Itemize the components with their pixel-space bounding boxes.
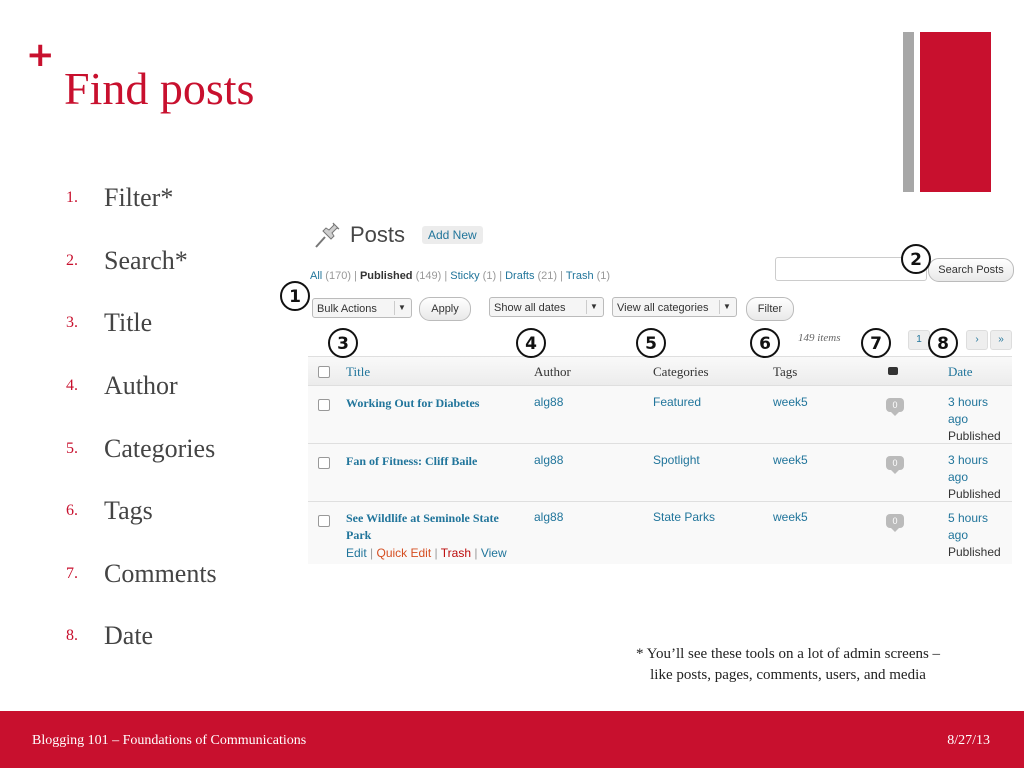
date-ago: 5 hours <box>948 511 989 525</box>
decorative-gray-bar <box>903 32 914 192</box>
callout-1: 1 <box>280 281 310 311</box>
post-tag-link[interactable]: week5 <box>773 453 808 467</box>
table-header <box>308 357 1012 386</box>
row-checkbox[interactable] <box>318 515 330 527</box>
select-all-checkbox[interactable] <box>318 366 330 378</box>
list-text: Date <box>104 621 154 651</box>
status-all-count: (170) <box>325 270 351 282</box>
post-status: Published <box>948 545 1001 559</box>
column-tags: Tags <box>773 364 798 379</box>
post-tag-link[interactable]: week5 <box>773 395 808 409</box>
page-number[interactable]: 1 <box>908 330 930 350</box>
comment-count-bubble[interactable]: 0 <box>886 456 904 470</box>
categories-label: View all categories <box>617 302 709 314</box>
post-author-link[interactable]: alg88 <box>534 510 564 524</box>
status-drafts-count: (21) <box>537 270 558 282</box>
post-status: Published <box>948 487 1001 501</box>
list-item <box>66 480 217 543</box>
footnote-line-1: * You’ll see these tools on a lot of admin screens – <box>635 646 941 662</box>
status-trash-count: (1) <box>596 270 611 282</box>
column-title[interactable]: Title <box>346 364 371 379</box>
list-item <box>66 292 217 355</box>
add-new-button[interactable]: Add New <box>422 226 483 244</box>
post-date <box>948 510 1001 561</box>
date-ago-suffix: ago <box>948 528 969 542</box>
list-number: 8. <box>66 627 78 645</box>
footer-bar <box>0 711 1024 768</box>
post-tag-link[interactable]: week5 <box>773 510 808 524</box>
post-title-link[interactable]: Fan of Fitness: Cliff Baile <box>346 454 478 468</box>
pushpin-icon <box>312 220 342 250</box>
quick-edit-link[interactable]: Quick Edit <box>376 546 432 560</box>
list-item <box>66 417 217 480</box>
post-title-link[interactable]: Working Out for Diabetes <box>346 396 480 410</box>
bulk-actions-label: Bulk Actions <box>317 303 377 315</box>
comment-icon[interactable] <box>888 367 898 375</box>
chevron-down-icon: ▼ <box>719 300 734 314</box>
dates-select[interactable] <box>489 297 604 317</box>
list-text: Filter* <box>104 183 174 213</box>
callout-6: 6 <box>750 328 780 358</box>
post-date <box>948 452 1001 503</box>
search-posts-button[interactable]: Search Posts <box>928 258 1014 282</box>
list-text: Comments <box>104 558 217 588</box>
posts-table <box>308 356 1012 564</box>
post-title-link[interactable]: See Wildlife at Seminole State Park <box>346 511 499 542</box>
separator: | <box>370 546 374 560</box>
items-count: 149 items <box>798 332 841 344</box>
list-text: Author <box>104 371 178 401</box>
separator: | <box>474 546 478 560</box>
post-author-link[interactable]: alg88 <box>534 453 564 467</box>
post-author-link[interactable]: alg88 <box>534 395 564 409</box>
chevron-down-icon: ▼ <box>394 301 409 315</box>
apply-button[interactable]: Apply <box>419 297 471 321</box>
list-number: 5. <box>66 439 78 457</box>
list-text: Categories <box>104 433 216 463</box>
comment-count-bubble[interactable]: 0 <box>886 514 904 528</box>
view-link[interactable]: View <box>480 546 507 560</box>
status-trash-link[interactable]: Trash <box>565 270 594 282</box>
separator: | <box>560 270 563 282</box>
categories-select[interactable] <box>612 297 737 317</box>
callout-5: 5 <box>636 328 666 358</box>
table-row <box>308 444 1012 502</box>
footer-course-title: Blogging 101 – Foundations of Communications <box>32 733 307 748</box>
post-status-filter <box>310 270 610 282</box>
list-item <box>66 605 217 668</box>
list-item <box>66 543 217 606</box>
status-all-link[interactable]: All <box>310 270 323 282</box>
post-category-link[interactable]: State Parks <box>653 510 716 524</box>
table-row <box>308 502 1012 564</box>
date-ago: 3 hours <box>948 453 989 467</box>
post-category-link[interactable]: Spotlight <box>653 453 700 467</box>
column-categories: Categories <box>653 364 709 379</box>
footnote <box>578 644 998 686</box>
list-item <box>66 167 217 230</box>
chevron-down-icon: ▼ <box>586 300 601 314</box>
row-checkbox[interactable] <box>318 457 330 469</box>
last-page-button[interactable]: » <box>990 330 1012 350</box>
column-author: Author <box>534 364 571 379</box>
posts-heading: Posts <box>350 222 406 247</box>
list-number: 4. <box>66 377 78 395</box>
row-checkbox[interactable] <box>318 399 330 411</box>
date-ago: 3 hours <box>948 395 989 409</box>
footer-date: 8/27/13 <box>947 733 990 748</box>
decorative-red-bar <box>920 32 991 192</box>
list-number: 1. <box>66 189 78 207</box>
table-row <box>308 386 1012 444</box>
post-date <box>948 394 1001 445</box>
callout-2: 2 <box>901 244 931 274</box>
trash-link[interactable]: Trash <box>440 546 472 560</box>
post-category-link[interactable]: Featured <box>653 395 702 409</box>
list-item <box>66 355 217 418</box>
list-text: Tags <box>104 496 153 526</box>
list-text: Search* <box>104 245 188 275</box>
separator: | <box>354 270 357 282</box>
comment-count-bubble[interactable]: 0 <box>886 398 904 412</box>
status-sticky-count: (1) <box>482 270 497 282</box>
callout-4: 4 <box>516 328 546 358</box>
status-drafts-link[interactable]: Drafts <box>505 270 535 282</box>
filter-button[interactable]: Filter <box>746 297 794 321</box>
bulk-actions-select[interactable] <box>312 298 412 318</box>
column-date[interactable]: Date <box>948 364 973 379</box>
edit-link[interactable]: Edit <box>346 546 367 560</box>
dates-label: Show all dates <box>494 302 566 314</box>
date-ago-suffix: ago <box>948 470 969 484</box>
status-sticky-link[interactable]: Sticky <box>450 270 480 282</box>
list-number: 2. <box>66 251 78 269</box>
post-status: Published <box>948 429 1001 443</box>
status-published-count: (149) <box>415 270 442 282</box>
footnote-line-2: like posts, pages, comments, users, and media <box>650 667 926 683</box>
list-number: 3. <box>66 314 78 332</box>
callout-7: 7 <box>861 328 891 358</box>
slide-title: Find posts <box>64 63 255 114</box>
callout-3: 3 <box>328 328 358 358</box>
status-published-link[interactable]: Published <box>359 270 413 282</box>
bullet-list <box>66 167 217 668</box>
list-item <box>66 230 217 293</box>
next-page-button[interactable]: › <box>966 330 988 350</box>
date-ago-suffix: ago <box>948 412 969 426</box>
list-text: Title <box>104 308 153 338</box>
separator: | <box>444 270 448 282</box>
callout-8: 8 <box>928 328 958 358</box>
separator: | <box>434 546 438 560</box>
separator: | <box>499 270 503 282</box>
plus-icon: + <box>26 35 55 75</box>
list-number: 7. <box>66 564 78 582</box>
list-number: 6. <box>66 502 78 520</box>
row-actions <box>346 546 507 560</box>
